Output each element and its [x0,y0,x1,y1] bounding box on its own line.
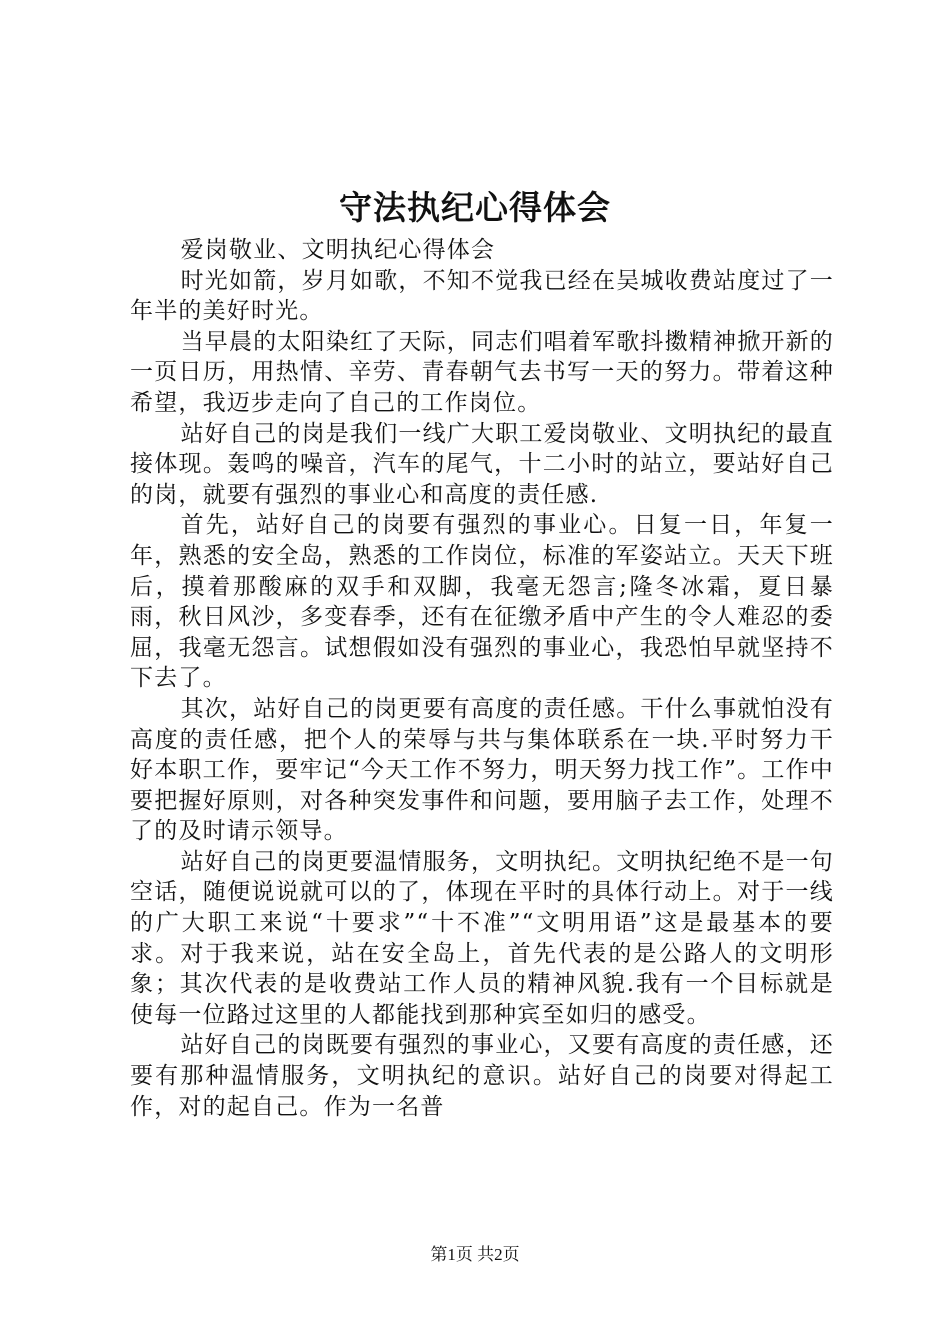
page-number-footer: 第1页 共2页 [430,1245,520,1264]
body-paragraph: 站好自己的岗是我们一线广大职工爱岗敬业、文明执纪的最直接体现。轰鸣的噪音，汽车的尾气，十二小时的站立，要站好自己的岗，就要有强烈的事业心和高度的责任感. [130,420,834,508]
body-paragraph: 其次，站好自己的岗更要有高度的责任感。干什么事就怕没有高度的责任感，把个人的荣辱与共与集体联系在一块.平时努力干好本职工作，要牢记“今天工作不努力，明天努力找工作”。工作中要把握好原则，对各种突发事件和问题，要用脑子去工作，处理不了的及时请示领导。 [130,695,834,845]
body-paragraph: 时光如箭，岁月如歌，不知不觉我已经在吴城收费站度过了一年半的美好时光。 [130,267,834,325]
body-paragraph: 站好自己的岗既要有强烈的事业心，又要有高度的责任感，还要有那种温情服务，文明执纪的意识。站好自己的岗要对得起工作，对的起自己。作为一名普 [130,1032,834,1120]
document-title: 守法执纪心得体会 [339,188,611,227]
subtitle-paragraph: 爱岗敬业、文明执纪心得体会 [180,237,496,263]
body-paragraph: 站好自己的岗更要温情服务，文明执纪。文明执纪绝不是一句空话，随便说说就可以的了，体现在平时的具体行动上。对于一线的广大职工来说“十要求”“十不准”“文明用语”这是最基本的要求。对于我来说，站在安全岛上，首先代表的是公路人的文明形象；其次代表的是收费站工作人员的精神风貌.我有一个目标就是使每一位路过这里的人都能找到那种宾至如归的感受。 [130,848,834,1028]
document-body [130,235,834,1122]
body-paragraph: 当早晨的太阳染红了天际，同志们唱着军歌抖擞精神掀开新的一页日历，用热情、辛劳、青春朝气去书写一天的努力。带着这种希望，我迈步走向了自己的工作岗位。 [130,328,834,416]
body-paragraph: 首先，站好自己的岗要有强烈的事业心。日复一日，年复一年，熟悉的安全岛，熟悉的工作岗位，标准的军姿站立。天天下班后，摸着那酸麻的双手和双脚，我毫无怨言;隆冬冰霜，夏日暴雨，秋日风沙，多变春季，还有在征缴矛盾中产生的令人难忍的委屈，我毫无怨言。试想假如没有强烈的事业心，我恐怕早就坚持不下去了。 [130,512,834,692]
